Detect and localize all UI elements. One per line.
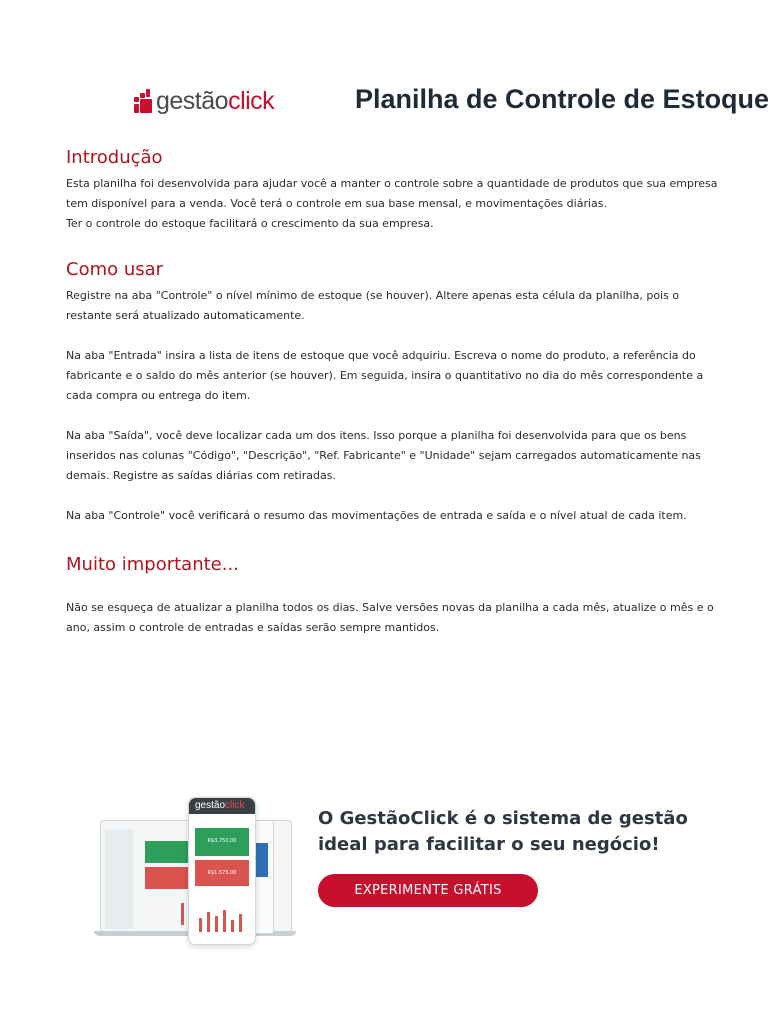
device-value: R$1.575,00 [207, 870, 237, 876]
how-to-line: fabricante e o saldo do mês anterior (se houver). Em seguida, insira o quantitativo no dia do mês correspondente a [66, 369, 704, 382]
how-to-line: demais. Registre as saídas diárias com retiradas. [66, 469, 336, 482]
how-to-line: cada compra ou entrega do item. [66, 389, 251, 402]
how-to-line: inseridos nas colunas "Código", "Descrição", "Ref. Fabricante" e "Unidade" sejam carregados automaticamente nas [66, 449, 701, 462]
gestaoclick-logo [134, 86, 274, 116]
logo-text-click: click [228, 86, 275, 115]
document-title: Planilha de Controle de Estoque [355, 84, 769, 114]
important-line: Não se esqueça de atualizar a planilha todos os dias. Salve versões novas da planilha a cada mês, atualize o mês e o [66, 601, 714, 614]
how-to-line: Registre na aba "Controle" o nível mínimo de estoque (se houver). Altere apenas esta célula da planilha, pois o [66, 289, 680, 302]
intro-heading: Introdução [66, 147, 163, 168]
logo-text [156, 86, 275, 115]
how-to-heading: Como usar [66, 259, 164, 280]
important-line: ano, assim o controle de entradas e saídas serão sempre mantidos. [66, 621, 440, 634]
logo-text-gestao: gestão [156, 86, 229, 115]
how-to-line: Na aba "Controle" você verificará o resumo das movimentações de entrada e saída e o nível atual de cada item. [66, 509, 687, 522]
banner-subheadline: ideal para facilitar o seu negócio! [318, 834, 660, 855]
intro-line: Esta planilha foi desenvolvida para ajudar você a manter o controle sobre a quantidade de produtos que sua empresa [66, 177, 718, 190]
phone-illustration [188, 797, 256, 945]
how-to-line: Na aba "Saída", você deve localizar cada um dos itens. Isso porque a planilha foi desenvolvida para que os bens [66, 429, 687, 442]
device-value: R$3.750,00 [207, 838, 237, 844]
logo-mark-icon [134, 89, 152, 113]
promo-banner[interactable] [90, 795, 710, 945]
how-to-line: restante será atualizado automaticamente. [66, 309, 305, 322]
device-logo: gestãoclick [195, 800, 245, 811]
try-free-button[interactable]: EXPERIMENTE GRÁTIS [318, 874, 538, 907]
how-to-line: Na aba "Entrada" insira a lista de itens de estoque que você adquiriu. Escreva o nome do produto, a referência do [66, 349, 696, 362]
important-heading: Muito importante... [66, 554, 239, 575]
banner-headline: O GestãoClick é o sistema de gestão [318, 808, 688, 829]
intro-line: Ter o controle do estoque facilitará o crescimento da sua empresa. [66, 217, 434, 230]
intro-line: tem disponível para a venda. Você terá o controle em sua base mensal, e movimentações diárias. [66, 197, 607, 210]
